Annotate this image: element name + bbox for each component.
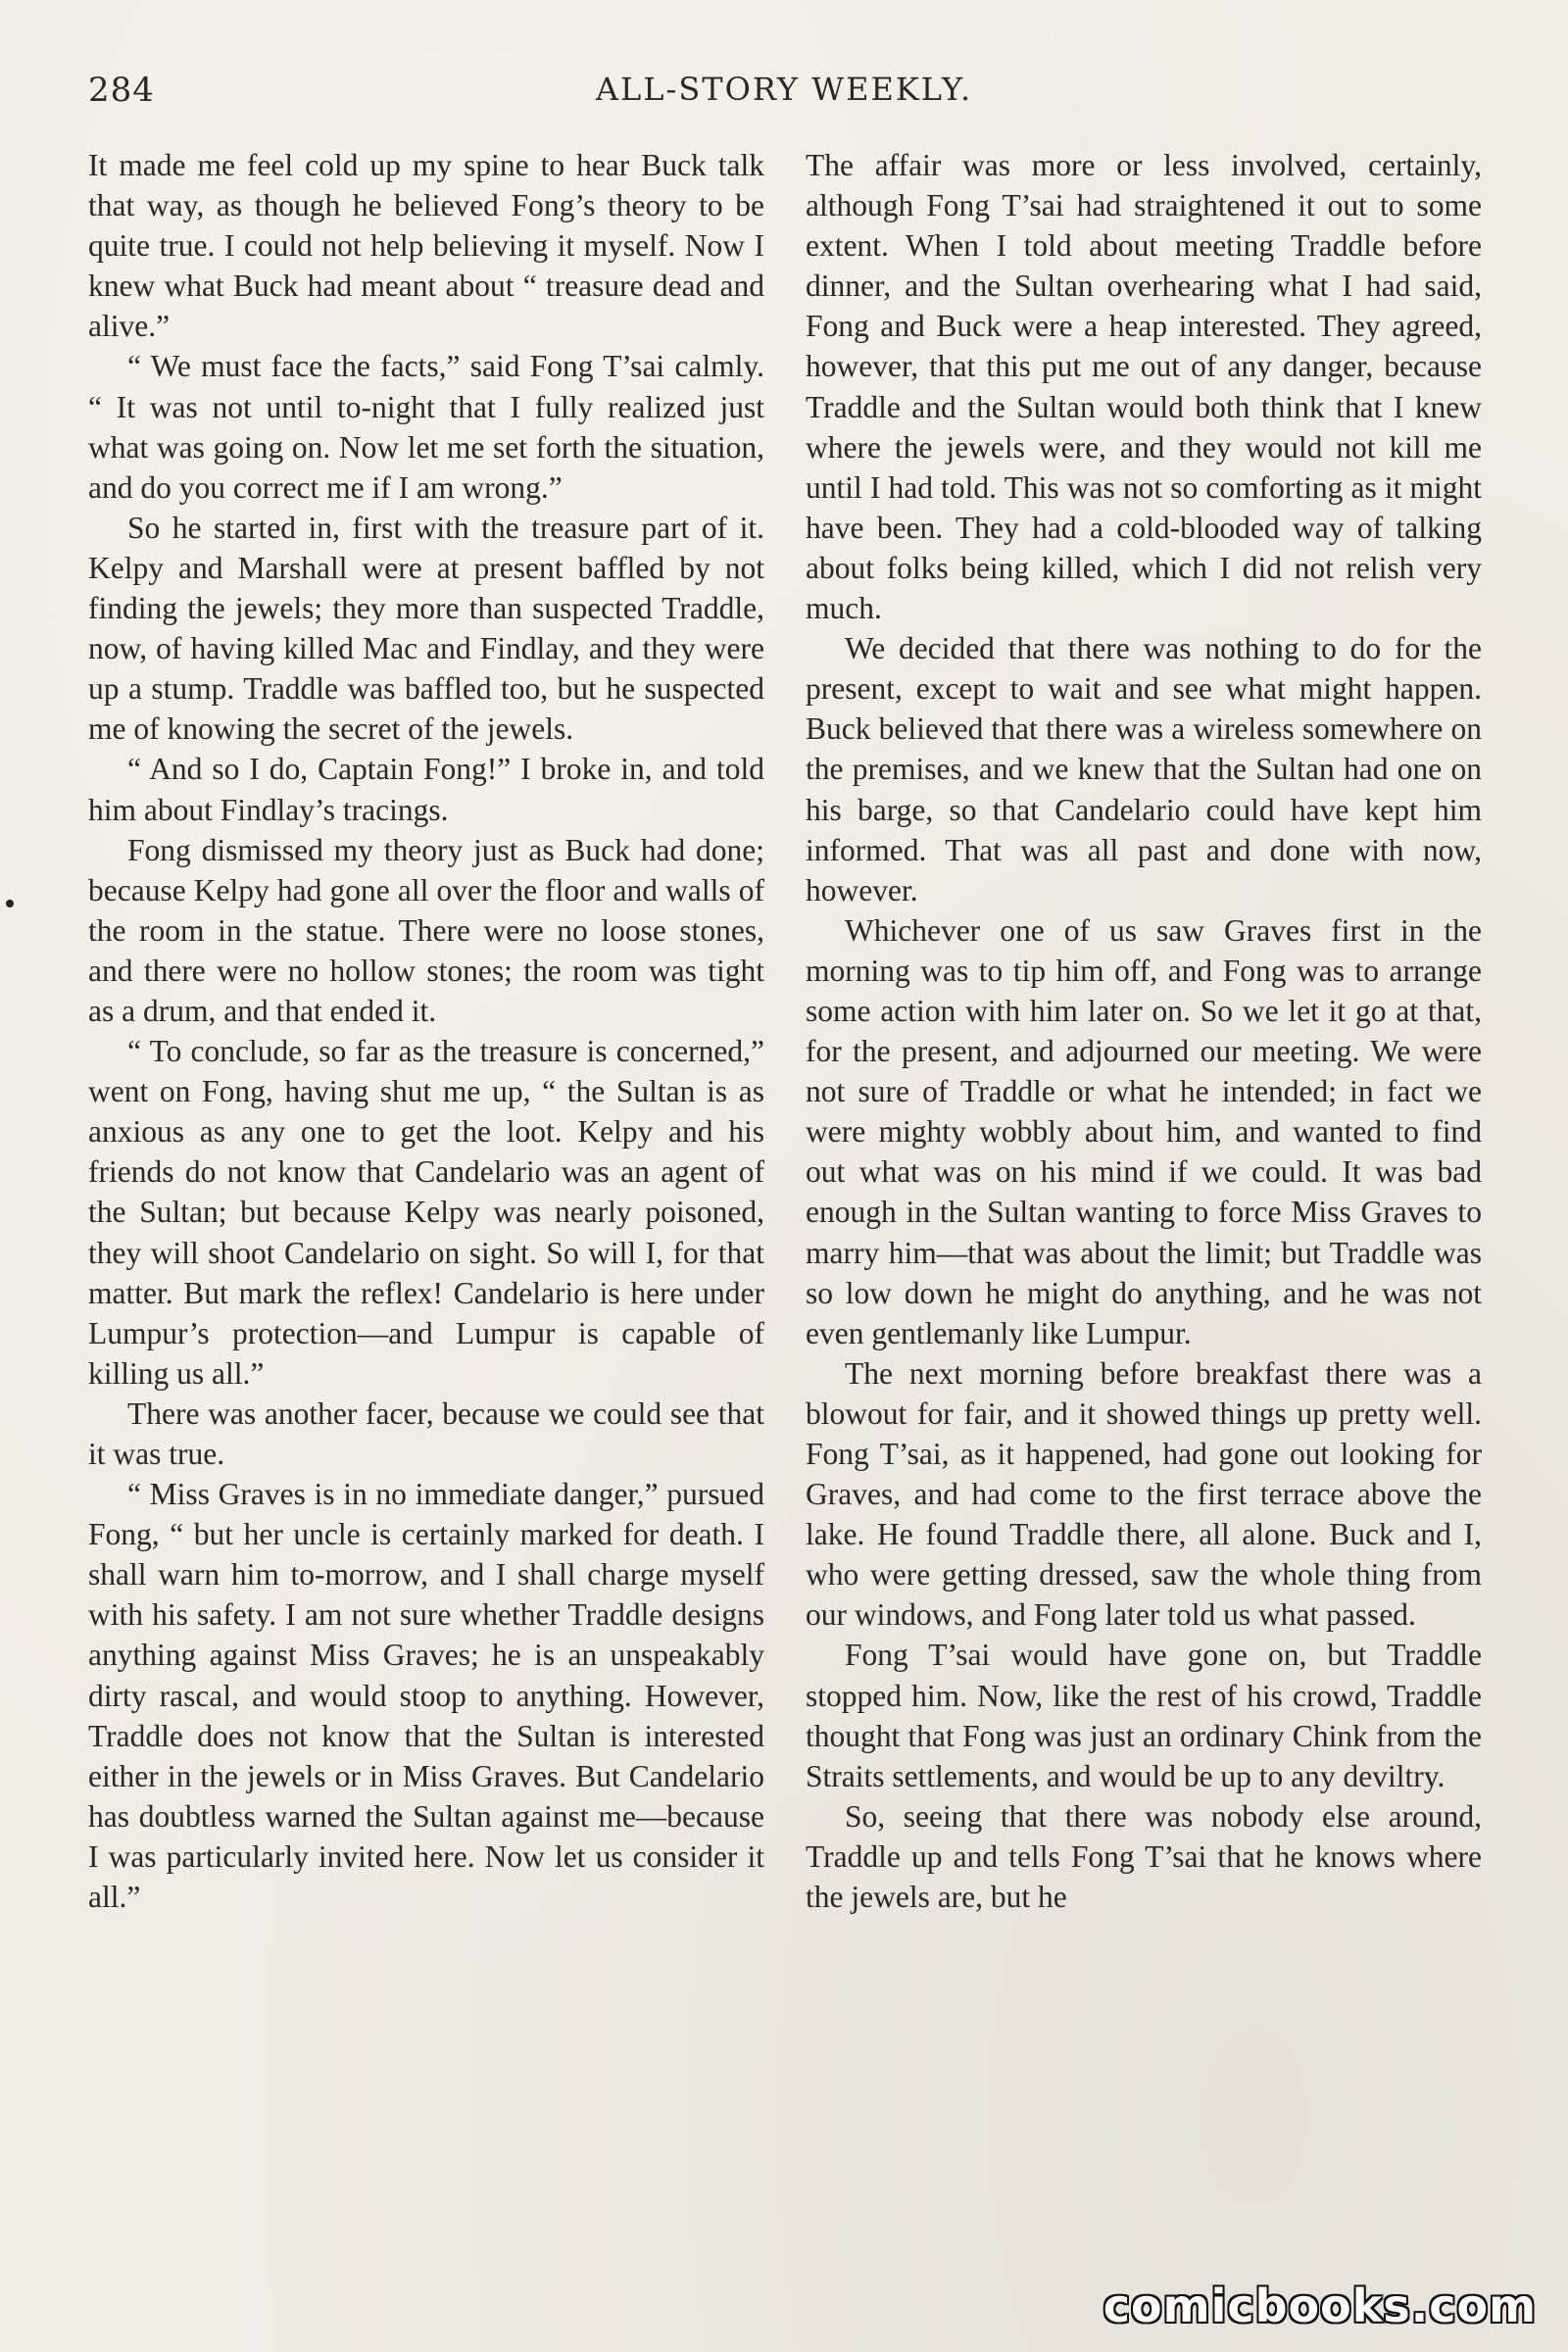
watermark-logo: comicbooks.com xyxy=(1102,2279,1537,2332)
paragraph: Fong dismissed my theory just as Buck had done; because Kelpy had gone all over the floor and walls of the room in the statue. There were no loose stones, and there were no hollow stones; the room was tight as a drum, and that ended it. xyxy=(88,832,764,1028)
paragraph: It made me feel cold up my spine to hear Buck talk that way, as though he believed Fong’s theory to be quite true. I could not help believing it myself. Now I knew what Buck had meant about “ treasure dead and alive.” xyxy=(88,148,764,344)
paragraph: “ Miss Graves is in no immediate danger,” pursued Fong, “ but her uncle is certainly marked for death. I shall warn him to-morrow, and I shall charge myself with his safety. I am not sure whether Traddle designs anything against Miss Graves; he is an unspeakably dirty rascal, and would stoop to anything. However, Traddle does not know that the Sultan is interested either in the jewels or in Miss Graves. But Candelario has doubtless warned the Sultan against me—because I was particularly invited here. Now let us consider it all.” xyxy=(88,1477,764,1915)
paragraph: We decided that there was nothing to do for the present, except to wait and see what might happen. Buck believed that there was a wireless somewhere on the premises, and we knew that the Sultan had one on his barge, so that Candelario could have kept him informed. That was all past and done with now, however. xyxy=(806,631,1482,907)
running-head: ALL-STORY WEEKLY. xyxy=(595,71,973,108)
left-column xyxy=(88,145,764,1917)
paragraph: So, seeing that there was nobody else around, Traddle up and tells Fong T’sai that he knows where the jewels are, but he xyxy=(806,1798,1482,1915)
page-number: 284 xyxy=(88,71,155,110)
paragraph: There was another facer, because we could see that it was true. xyxy=(88,1396,764,1471)
ink-speck xyxy=(6,900,14,907)
paragraph: Whichever one of us saw Graves first in the morning was to tip him off, and Fong was to arrange some action with him later on. So we let it go at that, for the present, and adjourned our meeting. We were not sure of Traddle or what he intended; in fact we were mighty wobbly about him, and wanted to find out what was on his mind if we could. It was bad enough in the Sultan wanting to force Miss Graves to marry him—that was about the limit; but Traddle was so low down he might do anything, and he was not even gentlemanly like Lumpur. xyxy=(806,912,1482,1350)
right-column xyxy=(806,145,1482,1917)
paragraph: “ To conclude, so far as the treasure is concerned,” went on Fong, having shut me up, “ the Sultan is as anxious as any one to get the loot. Kelpy and his friends do not know that Candelario was an agent of the Sultan; but because Kelpy was nearly poisoned, they will shoot Candelario on sight. So will I, for that matter. But mark the reflex! Candelario is here under Lumpur’s protection—and Lumpur is capable of killing us all.” xyxy=(88,1034,764,1391)
paragraph: “ We must face the facts,” said Fong T’sai calmly. “ It was not until to-night that I fully realized just what was going on. Now let me set forth the situation, and do you correct me if I am wrong.” xyxy=(88,349,764,505)
paragraph: So he started in, first with the treasure part of it. Kelpy and Marshall were at present baffled by not finding the jewels; they more than suspected Traddle, now, of having killed Mac and Findlay, and they were up a stump. Traddle was baffled too, but he suspected me of knowing the secret of the jewels. xyxy=(88,510,764,747)
paragraph: Fong T’sai would have gone on, but Traddle stopped him. Now, like the rest of his crowd, Traddle thought that Fong was just an ordinary Chink from the Straits settlements, and would be up to any deviltry. xyxy=(806,1638,1482,1793)
paragraph: The next morning before breakfast there was a blowout for fair, and it showed things up pretty well. Fong T’sai, as it happened, had gone out looking for Graves, and had come to the first terrace above the lake. He found Traddle there, all alone. Buck and I, who were getting dressed, saw the whole thing from our windows, and Fong later told us what passed. xyxy=(806,1355,1482,1633)
paragraph: “ And so I do, Captain Fong!” I broke in, and told him about Findlay’s tracings. xyxy=(88,752,764,827)
paragraph: The affair was more or less involved, certainly, although Fong T’sai had straightened it out to some extent. When I told about meeting Traddle before dinner, and the Sultan overhearing what I had said, Fong and Buck were a heap interested. They agreed, however, that this put me out of any danger, because Traddle and the Sultan would both think that I knew where the jewels were, and they would not kill me until I had told. This was not so comforting as it might have been. They had a cold-blooded way of talking about folks being killed, which I did not relish very much. xyxy=(806,148,1482,626)
page-header xyxy=(88,71,1480,120)
